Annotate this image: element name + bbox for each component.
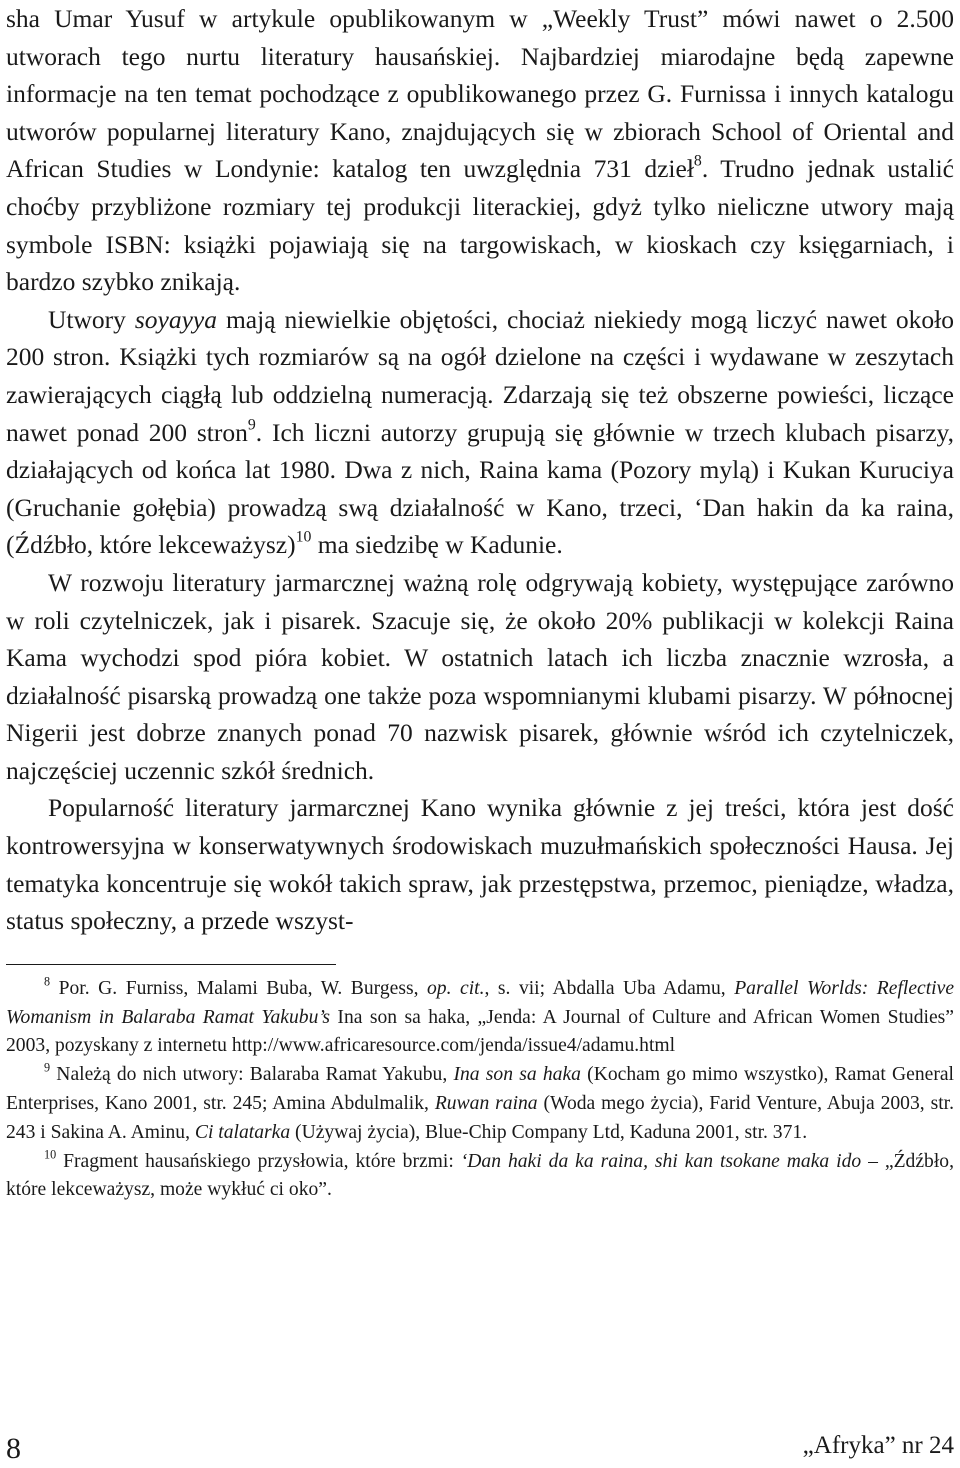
footnote-ref: 10 — [295, 528, 312, 546]
italic-text: Ruwan raina — [434, 1093, 538, 1115]
footnote-9 — [6, 1061, 954, 1147]
text-run: ma siedzibę w Kadunie. — [311, 530, 563, 560]
text-run: Por. G. Furniss, Malami Buba, W. Burgess, — [50, 977, 427, 999]
text-run: Fragment hausańskiego przysłowia, które brzmi: — [56, 1150, 461, 1172]
text-run: . Trudno jednak ustalić choćby przybliżone rozmiary tej produkcji literackiej, gdyż tylko nieliczne utwory mają symbole ISBN: książki pojawiają się na targowiskach, w kioskach czy księgarniach, i bardzo szybko znikają. — [6, 154, 954, 297]
paragraph-4 — [6, 789, 954, 939]
italic-text: Ci talatarka — [194, 1121, 291, 1143]
footnote-ref: 8 — [44, 974, 51, 989]
text-run: Popularność literatury jarmarcznej Kano wynika głównie z jej treści, która jest dość kontrowersyjna w konserwatywnych środowiskach muzułmańskich społeczności Hausa. Jej tematyka koncentruje się wokół takich spraw, jak przestępstwa, przemoc, pieniądze, władza, status społeczny, a przede wszyst- — [6, 793, 954, 936]
text-run: – „Źdźbło, które lekceważysz, może wykłuć ci oko”. — [6, 1150, 954, 1201]
text-run: sha Umar Yusuf w artykule opublikowanym w „Weekly Trust” mówi nawet o 2.500 utworach tego nurtu literatury hausańskiej. Najbardziej miarodajne będą zapewne informacje na ten temat pochodzące z opublikowanego przez G. Furnissa i innych katalogu utworów popularnej literatury Kano, znajdujących się w zbiorach School of Oriental and African Studies w Londynie: katalog ten uwzględnia 731 dzieł — [6, 4, 954, 184]
footnote-10 — [6, 1148, 954, 1206]
page-footer — [6, 1428, 954, 1468]
running-title: „Afryka” nr 24 — [802, 1432, 954, 1459]
text-run: Utwory — [48, 304, 135, 334]
footnote-ref: 9 — [247, 416, 256, 434]
text-run: . Ich liczni autorzy grupują się głównie w trzech klubach pisarzy, działających od końca lat 1980. Dwa z nich, Raina kama (Pozory mylą) i Kukan Kuruciya (Gruchanie gołębia) prowadzą swą działalność w Kano, trzeci, ‘Dan hakin da ka raina, (Źdźbło, które lekceważysz) — [6, 417, 954, 560]
italic-text: Parallel Worlds: Reflective Womanism in Balaraba Ramat Yakubu’s — [6, 977, 955, 1028]
page-number: 8 — [6, 1432, 21, 1465]
text-run: (Kocham go mimo wszystko), Ramat General Enterprises, Kano 2001, str. 245; Amina Abdulmalik, — [6, 1064, 954, 1115]
paragraph-2 — [6, 301, 954, 564]
footnote-ref: 9 — [44, 1060, 51, 1075]
document-page — [6, 0, 954, 1205]
text-run: W rozwoju literatury jarmarcznej ważną rolę odgrywają kobiety, występujące zarówno w roli czytelniczek, jak i pisarek. Szacuje się, że około 20% publikacji w kolekcji Raina Kama wychodzi spod pióra kobiet. W ostatnich latach ich liczba znacznie wzrosła, a działalność pisarską prowadzą one także poza wspomnianymi klubami pisarzy. W północnej Nigerii jest dobrze znanych ponad 70 nazwisk pisarek, głównie wśród ich czytelniczek, najczęściej uczennic szkół średnich. — [6, 567, 954, 785]
text-run: Ina son sa haka, „Jenda: A Journal of Culture and African Women Studies” 2003, pozyskany z internetu http://www.africaresource.com/jenda/issue4/adamu.html — [6, 1006, 954, 1057]
italic-text: Ina son sa haka — [453, 1064, 581, 1086]
italic-text: soyayya — [134, 304, 218, 334]
text-run: (Woda mego życia), Farid Venture, Abuja 2003, str. 243 i Sakina A. Aminu, — [6, 1093, 954, 1143]
paragraph-3 — [6, 564, 954, 790]
paragraph-1 — [6, 0, 954, 301]
footnote-ref: 10 — [44, 1146, 57, 1161]
italic-text: op. cit. — [427, 977, 485, 999]
footnote-ref: 8 — [693, 153, 702, 170]
text-run: (Używaj życia), Blue-Chip Company Ltd, Kaduna 2001, str. 371. — [290, 1121, 808, 1143]
text-run: mają niewielkie objętości, chociaż niekiedy mogą liczyć nawet około 200 stron. Książki tych rozmiarów są na ogół dzielone na części i wydawane w zeszytach zawierających ciągłą lub oddzielną numeracją. Zdarzają się też obszerne powieści, liczące nawet ponad 200 stron — [6, 304, 954, 447]
text-run: , s. vii; Abdalla Uba Adamu, — [484, 977, 735, 999]
body-text — [6, 0, 954, 940]
footnote-8 — [6, 975, 954, 1061]
italic-text: ‘Dan haki da ka raina, shi kan tsokane maka ido — [460, 1150, 862, 1172]
text-run: Należą do nich utwory: Balaraba Ramat Yakubu, — [50, 1064, 454, 1086]
footnote-divider — [6, 964, 336, 965]
footnotes — [6, 975, 954, 1205]
